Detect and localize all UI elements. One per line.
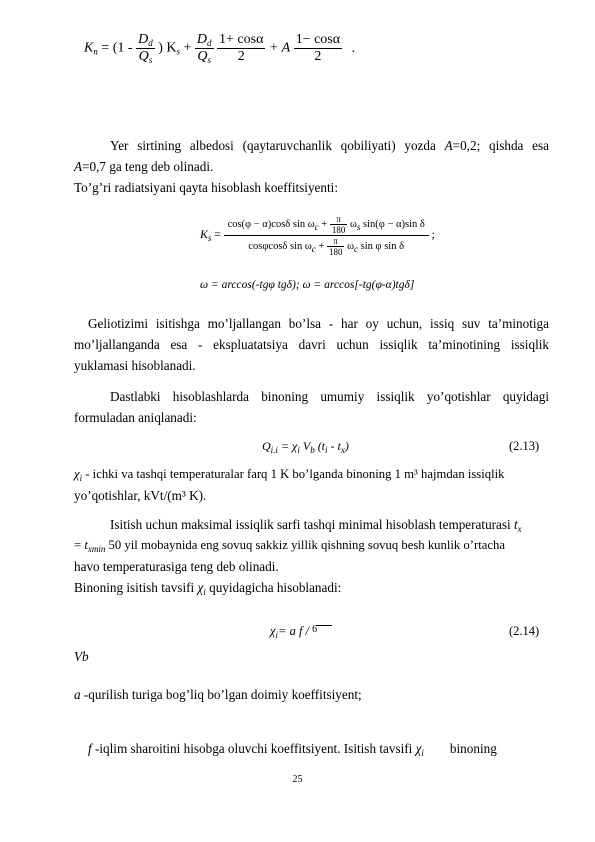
equation-2-13: $Q_{i.i} = \chi_i$ $V_b$ $(t_i - t_x)$ <box>262 439 349 455</box>
paragraph-heliosystem-3: yuklamasi hisoblanadi. <box>74 358 196 373</box>
formula-kn: $K_n = (1$ - $\frac{D_d}{Q_s}$ ) $K_s$ + $\frac{D_d}{Q_s}$ $\frac{1+ \cos\alpha}{2}$ + A $\frac{1- \cos\alpha}{2}$ . <box>84 32 356 65</box>
equation-number-2-14: (2.14) <box>509 624 540 638</box>
paragraph-chi-def-2: yo’qotishlar, kVt/(m³ K). <box>74 488 207 503</box>
paragraph-initial-calc-1: Dastlabki hisoblashlarda binoning umumiy issiqlik yo’qotishlar quyidagi <box>110 389 549 404</box>
page-number: 25 <box>292 774 303 785</box>
equation-number-2-13: (2.13) <box>509 439 540 453</box>
definition-a: a -qurilish turiga bog’liq bo’lgan doimiy koeffitsiyent; <box>74 687 362 702</box>
paragraph-max-heat-2: = $t_{xmin}$ 50 yil mobaynida eng sovuq sakkiz yillik qishning sovuq besh kunlik o’rtacha <box>74 538 505 554</box>
paragraph-max-heat-4: Binoning isitish tavsifi $\chi_i$ quyidagicha hisoblanadi: <box>74 580 342 597</box>
paragraph-heliosystem-1: Geliotizimi isitishga mo’ljallangan bo’lsa - har oy uchun, issiq suv ta’minotiga <box>88 316 549 331</box>
formula-ks: Ks = cos(φ − α)cosδ sin ωc + $\frac{\pi}{180}$ ωs sin(φ − α)sin δ cosφcosδ sin ωc + $\frac{\pi}{180}$ ωc sin φ sin δ ; <box>200 214 435 257</box>
formula-omega: ω = arccos(-tgφ tgδ); ω = arccos[-tg(φ-α)tgδ] <box>200 279 415 291</box>
paragraph-chi-def-1: $\chi_i$ - ichki va tashqi temperaturalar farq 1 K bo’lganda binoning 1 m³ hajmdan issiqlik <box>74 467 505 483</box>
fraction-dd-qs: $\frac{D_d}{Q_s}$ <box>138 32 153 65</box>
equation-2-14-below: Vb <box>74 649 89 664</box>
paragraph-heliosystem-2: mo’ljallanganda esa - ekspluatatsiya davri uchun issiqlik ta’minotining issiqlik <box>74 337 549 352</box>
fraction-cos-minus: $\frac{1- \cos\alpha}{2}$ <box>295 32 341 64</box>
equation-2-14: $\chi_i= a$ f / $^6$ <box>270 621 332 646</box>
paragraph-max-heat-3: havo temperaturasiga teng deb olinadi. <box>74 559 279 574</box>
fraction-dd-qs-2: $\frac{D_d}{Q_s}$ <box>196 32 212 65</box>
paragraph-radiation-heading: To’g’ri radiatsiyani qayta hisoblash koeffitsiyenti: <box>74 180 338 195</box>
definition-f: f -iqlim sharoitini hisobga oluvchi koeffitsiyent. Isitish tavsifi $\chi_i$ binoning <box>88 741 497 758</box>
paragraph-max-heat-1: Isitish uchun maksimal issiqlik sarfi tashqi minimal hisoblash temperaturasi $t_x$ <box>110 517 522 534</box>
formula-kn-lhs: K <box>84 40 94 56</box>
paragraph-albedo-2: A=0,7 ga teng deb olinadi. <box>74 159 214 174</box>
paragraph-albedo: Yer sirtining albedosi (qaytaruvchanlik qobiliyati) yozda A=0,2; qishda esa <box>110 138 549 153</box>
paragraph-initial-calc-2: formuladan aniqlanadi: <box>74 410 197 425</box>
fraction-cos-plus: $\frac{1+ \cos\alpha}{2}$ <box>219 32 264 64</box>
